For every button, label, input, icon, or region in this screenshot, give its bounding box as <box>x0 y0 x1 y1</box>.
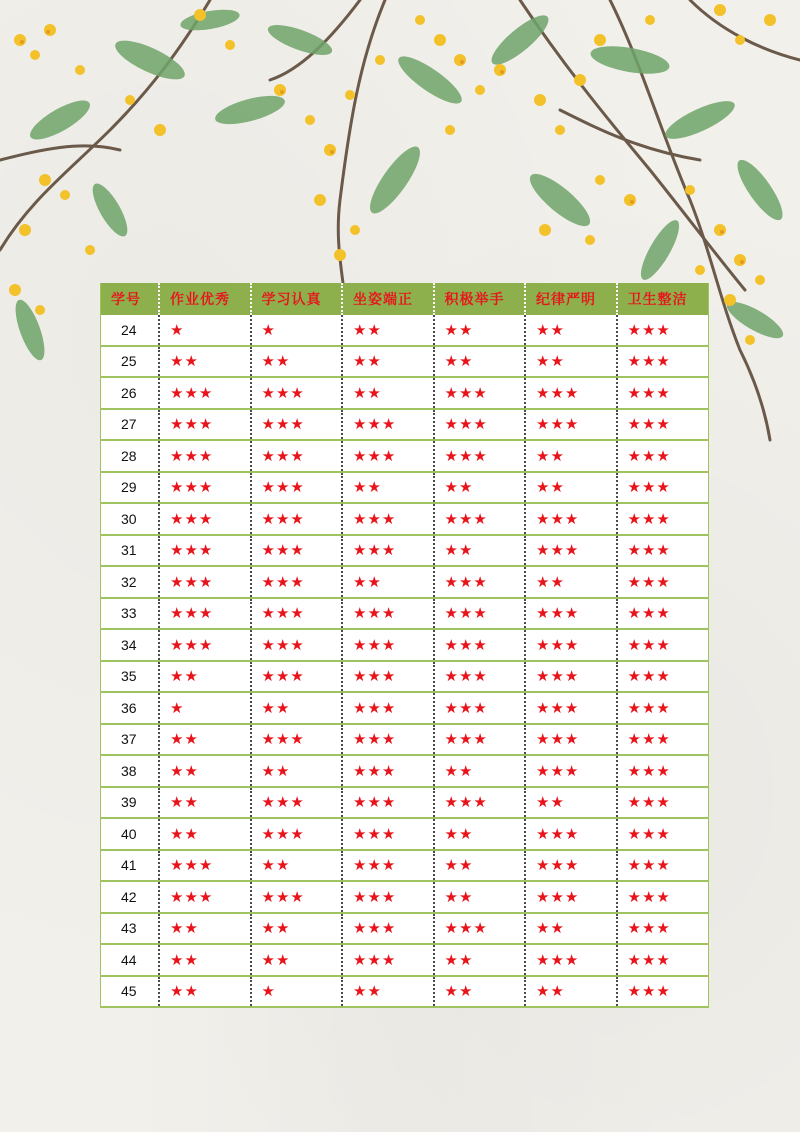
student-number-cell: 42 <box>101 881 159 913</box>
rating-study-cell: ★★★ <box>251 440 343 472</box>
rating-posture-cell: ★★★ <box>342 598 434 630</box>
rating-discipline-cell: ★★ <box>525 913 617 945</box>
rating-posture-cell: ★★★ <box>342 503 434 535</box>
rating-posture-cell: ★★★ <box>342 661 434 693</box>
student-number-cell: 45 <box>101 976 159 1008</box>
rating-posture-cell: ★★ <box>342 377 434 409</box>
rating-posture-cell: ★★★ <box>342 850 434 882</box>
student-number-cell: 27 <box>101 409 159 441</box>
rating-study-cell: ★★★ <box>251 818 343 850</box>
rating-study-cell: ★★★ <box>251 787 343 819</box>
rating-participation-cell: ★★★ <box>434 503 526 535</box>
rating-study-cell: ★★★ <box>251 472 343 504</box>
rating-hygiene-cell: ★★★ <box>617 661 709 693</box>
rating-homework-cell: ★ <box>159 315 251 346</box>
rating-study-cell: ★★★ <box>251 881 343 913</box>
table-row <box>101 472 708 504</box>
rating-discipline-cell: ★★★ <box>525 724 617 756</box>
rating-hygiene-cell: ★★★ <box>617 724 709 756</box>
rating-discipline-cell: ★★ <box>525 315 617 346</box>
rating-hygiene-cell: ★★★ <box>617 503 709 535</box>
rating-hygiene-cell: ★★★ <box>617 346 709 378</box>
rating-homework-cell: ★★ <box>159 787 251 819</box>
table-row <box>101 535 708 567</box>
student-number-cell: 38 <box>101 755 159 787</box>
rating-discipline-cell: ★★★ <box>525 692 617 724</box>
rating-discipline-cell: ★★★ <box>525 755 617 787</box>
rating-participation-cell: ★★ <box>434 472 526 504</box>
rating-discipline-cell: ★★ <box>525 440 617 472</box>
rating-participation-cell: ★★★ <box>434 566 526 598</box>
student-number-cell: 28 <box>101 440 159 472</box>
rating-study-cell: ★ <box>251 315 343 346</box>
table-row <box>101 409 708 441</box>
rating-homework-cell: ★★★ <box>159 472 251 504</box>
student-number-cell: 26 <box>101 377 159 409</box>
header-participation: 积极举手 <box>434 283 526 315</box>
rating-participation-cell: ★★ <box>434 976 526 1008</box>
rating-hygiene-cell: ★★★ <box>617 818 709 850</box>
header-hygiene: 卫生整洁 <box>617 283 709 315</box>
rating-participation-cell: ★★ <box>434 535 526 567</box>
header-study: 学习认真 <box>251 283 343 315</box>
table-row <box>101 503 708 535</box>
rating-participation-cell: ★★ <box>434 315 526 346</box>
table-row <box>101 629 708 661</box>
table-body <box>101 315 708 1007</box>
rating-hygiene-cell: ★★★ <box>617 629 709 661</box>
rating-participation-cell: ★★ <box>434 850 526 882</box>
table-row <box>101 976 708 1008</box>
rating-participation-cell: ★★★ <box>434 913 526 945</box>
rating-participation-cell: ★★ <box>434 755 526 787</box>
rating-homework-cell: ★★★ <box>159 535 251 567</box>
rating-discipline-cell: ★★★ <box>525 503 617 535</box>
rating-homework-cell: ★★ <box>159 724 251 756</box>
rating-study-cell: ★★★ <box>251 629 343 661</box>
student-number-cell: 25 <box>101 346 159 378</box>
rating-hygiene-cell: ★★★ <box>617 535 709 567</box>
rating-posture-cell: ★★★ <box>342 755 434 787</box>
table-row <box>101 850 708 882</box>
table-row <box>101 724 708 756</box>
rating-posture-cell: ★★★ <box>342 818 434 850</box>
table-row <box>101 566 708 598</box>
rating-homework-cell: ★★ <box>159 661 251 693</box>
rating-study-cell: ★★★ <box>251 409 343 441</box>
rating-hygiene-cell: ★★★ <box>617 315 709 346</box>
student-number-cell: 37 <box>101 724 159 756</box>
rating-posture-cell: ★★ <box>342 472 434 504</box>
table-row <box>101 818 708 850</box>
rating-hygiene-cell: ★★★ <box>617 976 709 1008</box>
rating-hygiene-cell: ★★★ <box>617 881 709 913</box>
student-number-cell: 36 <box>101 692 159 724</box>
header-discipline: 纪律严明 <box>525 283 617 315</box>
rating-homework-cell: ★★★ <box>159 440 251 472</box>
rating-posture-cell: ★★★ <box>342 724 434 756</box>
rating-posture-cell: ★★★ <box>342 944 434 976</box>
student-number-cell: 41 <box>101 850 159 882</box>
table-row <box>101 755 708 787</box>
rating-study-cell: ★★ <box>251 755 343 787</box>
rating-participation-cell: ★★★ <box>434 724 526 756</box>
rating-discipline-cell: ★★★ <box>525 850 617 882</box>
student-number-cell: 35 <box>101 661 159 693</box>
rating-homework-cell: ★★ <box>159 976 251 1008</box>
table-header-row <box>101 283 708 315</box>
rating-homework-cell: ★★★ <box>159 377 251 409</box>
rating-posture-cell: ★★ <box>342 315 434 346</box>
rating-hygiene-cell: ★★★ <box>617 598 709 630</box>
student-number-cell: 44 <box>101 944 159 976</box>
table-row <box>101 440 708 472</box>
rating-hygiene-cell: ★★★ <box>617 409 709 441</box>
rating-homework-cell: ★★★ <box>159 881 251 913</box>
student-ratings-table <box>101 283 708 1008</box>
student-number-cell: 40 <box>101 818 159 850</box>
table-row <box>101 377 708 409</box>
header-student-number: 学号 <box>101 283 159 315</box>
table-row <box>101 598 708 630</box>
rating-study-cell: ★★★ <box>251 566 343 598</box>
rating-hygiene-cell: ★★★ <box>617 472 709 504</box>
rating-participation-cell: ★★ <box>434 818 526 850</box>
student-number-cell: 32 <box>101 566 159 598</box>
rating-discipline-cell: ★★★ <box>525 535 617 567</box>
rating-participation-cell: ★★ <box>434 944 526 976</box>
rating-posture-cell: ★★★ <box>342 629 434 661</box>
rating-study-cell: ★★ <box>251 850 343 882</box>
rating-discipline-cell: ★★★ <box>525 409 617 441</box>
rating-hygiene-cell: ★★★ <box>617 913 709 945</box>
rating-discipline-cell: ★★★ <box>525 598 617 630</box>
rating-discipline-cell: ★★★ <box>525 944 617 976</box>
rating-posture-cell: ★★★ <box>342 692 434 724</box>
rating-posture-cell: ★★★ <box>342 881 434 913</box>
rating-homework-cell: ★ <box>159 692 251 724</box>
table-row <box>101 944 708 976</box>
table-row <box>101 661 708 693</box>
rating-discipline-cell: ★★ <box>525 787 617 819</box>
rating-discipline-cell: ★★★ <box>525 881 617 913</box>
rating-posture-cell: ★★★ <box>342 440 434 472</box>
rating-hygiene-cell: ★★★ <box>617 377 709 409</box>
student-number-cell: 29 <box>101 472 159 504</box>
rating-discipline-cell: ★★ <box>525 346 617 378</box>
rating-hygiene-cell: ★★★ <box>617 755 709 787</box>
table-row <box>101 692 708 724</box>
rating-homework-cell: ★★ <box>159 755 251 787</box>
rating-homework-cell: ★★ <box>159 346 251 378</box>
rating-homework-cell: ★★★ <box>159 566 251 598</box>
rating-posture-cell: ★★★ <box>342 409 434 441</box>
rating-discipline-cell: ★★ <box>525 976 617 1008</box>
rating-homework-cell: ★★★ <box>159 409 251 441</box>
rating-discipline-cell: ★★ <box>525 566 617 598</box>
student-number-cell: 31 <box>101 535 159 567</box>
header-posture: 坐姿端正 <box>342 283 434 315</box>
rating-discipline-cell: ★★★ <box>525 661 617 693</box>
rating-study-cell: ★★ <box>251 692 343 724</box>
student-number-cell: 34 <box>101 629 159 661</box>
rating-posture-cell: ★★ <box>342 566 434 598</box>
rating-participation-cell: ★★★ <box>434 661 526 693</box>
rating-participation-cell: ★★★ <box>434 440 526 472</box>
table-row <box>101 881 708 913</box>
rating-hygiene-cell: ★★★ <box>617 692 709 724</box>
rating-study-cell: ★★★ <box>251 535 343 567</box>
rating-study-cell: ★★ <box>251 346 343 378</box>
rating-study-cell: ★★ <box>251 913 343 945</box>
rating-participation-cell: ★★★ <box>434 629 526 661</box>
rating-discipline-cell: ★★★ <box>525 818 617 850</box>
rating-posture-cell: ★★★ <box>342 913 434 945</box>
rating-hygiene-cell: ★★★ <box>617 850 709 882</box>
rating-homework-cell: ★★ <box>159 944 251 976</box>
rating-participation-cell: ★★★ <box>434 598 526 630</box>
table-row <box>101 787 708 819</box>
rating-discipline-cell: ★★ <box>525 472 617 504</box>
rating-homework-cell: ★★★ <box>159 850 251 882</box>
student-number-cell: 33 <box>101 598 159 630</box>
rating-participation-cell: ★★ <box>434 881 526 913</box>
student-number-cell: 39 <box>101 787 159 819</box>
rating-participation-cell: ★★ <box>434 346 526 378</box>
student-number-cell: 43 <box>101 913 159 945</box>
rating-homework-cell: ★★★ <box>159 503 251 535</box>
rating-participation-cell: ★★★ <box>434 409 526 441</box>
rating-study-cell: ★★★ <box>251 661 343 693</box>
rating-posture-cell: ★★★ <box>342 535 434 567</box>
rating-hygiene-cell: ★★★ <box>617 944 709 976</box>
rating-study-cell: ★★★ <box>251 598 343 630</box>
header-homework: 作业优秀 <box>159 283 251 315</box>
table-row <box>101 315 708 346</box>
rating-homework-cell: ★★ <box>159 818 251 850</box>
rating-hygiene-cell: ★★★ <box>617 440 709 472</box>
rating-participation-cell: ★★★ <box>434 692 526 724</box>
rating-posture-cell: ★★ <box>342 976 434 1008</box>
ratings-table-container <box>100 283 709 1008</box>
rating-posture-cell: ★★★ <box>342 787 434 819</box>
rating-discipline-cell: ★★★ <box>525 377 617 409</box>
rating-homework-cell: ★★ <box>159 913 251 945</box>
rating-participation-cell: ★★★ <box>434 377 526 409</box>
rating-study-cell: ★ <box>251 976 343 1008</box>
rating-homework-cell: ★★★ <box>159 629 251 661</box>
rating-participation-cell: ★★★ <box>434 787 526 819</box>
rating-study-cell: ★★ <box>251 944 343 976</box>
table-row <box>101 346 708 378</box>
rating-study-cell: ★★★ <box>251 724 343 756</box>
student-number-cell: 24 <box>101 315 159 346</box>
table-row <box>101 913 708 945</box>
rating-hygiene-cell: ★★★ <box>617 787 709 819</box>
rating-hygiene-cell: ★★★ <box>617 566 709 598</box>
rating-posture-cell: ★★ <box>342 346 434 378</box>
rating-homework-cell: ★★★ <box>159 598 251 630</box>
rating-discipline-cell: ★★★ <box>525 629 617 661</box>
rating-study-cell: ★★★ <box>251 503 343 535</box>
rating-study-cell: ★★★ <box>251 377 343 409</box>
student-number-cell: 30 <box>101 503 159 535</box>
